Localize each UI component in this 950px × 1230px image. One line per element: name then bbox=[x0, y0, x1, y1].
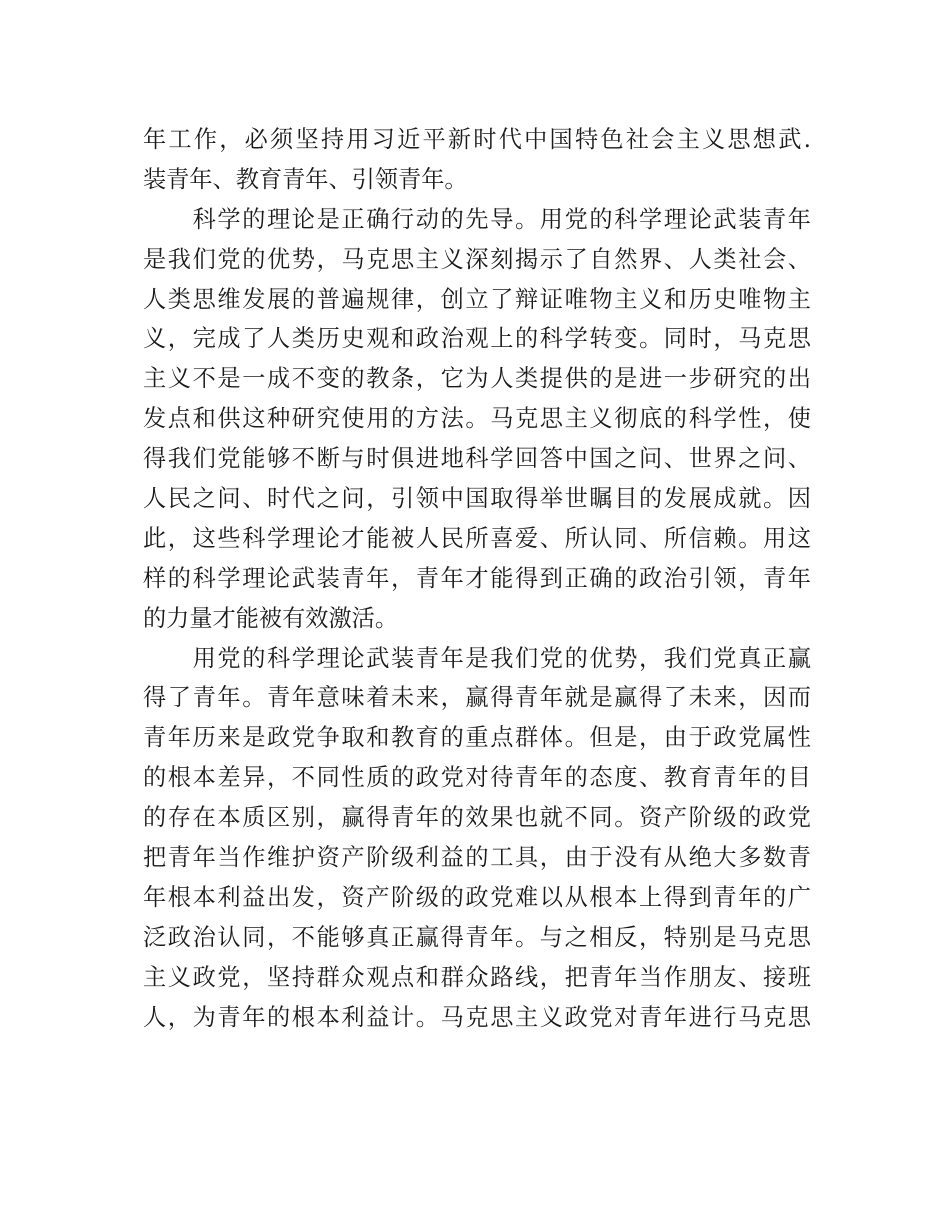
text-line: 的根本差异，不同性质的政党对待青年的态度、教育青年的目 bbox=[143, 764, 811, 792]
text-line: 把青年当作维护资产阶级利益的工具，由于没有从绝大多数青 bbox=[143, 844, 811, 872]
text-line: 青年历来是政党争取和教育的重点群体。但是，由于政党属性 bbox=[143, 724, 811, 752]
text-line: 义，完成了人类历史观和政治观上的科学转变。同时，马克思 bbox=[143, 325, 811, 353]
text-line: 年根本利益出发，资产阶级的政党难以从根本上得到青年的广 bbox=[143, 883, 811, 911]
text-line: 得了青年。青年意味着未来，赢得青年就是赢得了未来，因而 bbox=[143, 684, 811, 712]
text-line: 人民之问、时代之问，引领中国取得举世瞩目的发展成就。因 bbox=[143, 485, 811, 513]
text-line: 是我们党的优势，马克思主义深刻揭示了自然界、人类社会、 bbox=[143, 245, 811, 273]
text-line: 科学的理论是正确行动的先导。用党的科学理论武装青年 bbox=[143, 205, 811, 233]
text-line: 的存在本质区别，赢得青年的效果也就不同。资产阶级的政党 bbox=[143, 804, 811, 832]
text-line: 发点和供这种研究使用的方法。马克思主义彻底的科学性，使 bbox=[143, 405, 811, 433]
text-line: 此，这些科学理论才能被人民所喜爱、所认同、所信赖。用这 bbox=[143, 524, 811, 552]
text-line: 年工作，必须坚持用习近平新时代中国特色社会主义思想武. bbox=[143, 126, 811, 153]
text-line: 用党的科学理论武装青年是我们党的优势，我们党真正赢 bbox=[143, 644, 811, 672]
text-line: 得我们党能够不断与时俱进地科学回答中国之问、世界之问、 bbox=[143, 445, 811, 473]
text-line: 人，为青年的根本利益计。马克思主义政党对青年进行马克思 bbox=[143, 1003, 811, 1031]
text-line: 主义政党，坚持群众观点和群众路线，把青年当作朋友、接班 bbox=[143, 963, 811, 991]
body-text bbox=[143, 120, 811, 1037]
text-line: 主义不是一成不变的教条，它为人类提供的是进一步研究的出 bbox=[143, 365, 811, 393]
text-line: 的力量才能被有效激活。 bbox=[143, 604, 399, 632]
text-line: 人类思维发展的普遍规律，创立了辩证唯物主义和历史唯物主 bbox=[143, 285, 811, 313]
text-line: 样的科学理论武装青年，青年才能得到正确的政治引领，青年 bbox=[143, 564, 811, 592]
text-line: 泛政治认同，不能够真正赢得青年。与之相反，特别是马克思 bbox=[143, 923, 811, 951]
text-line: 装青年、教育青年、引领青年。 bbox=[143, 165, 468, 193]
